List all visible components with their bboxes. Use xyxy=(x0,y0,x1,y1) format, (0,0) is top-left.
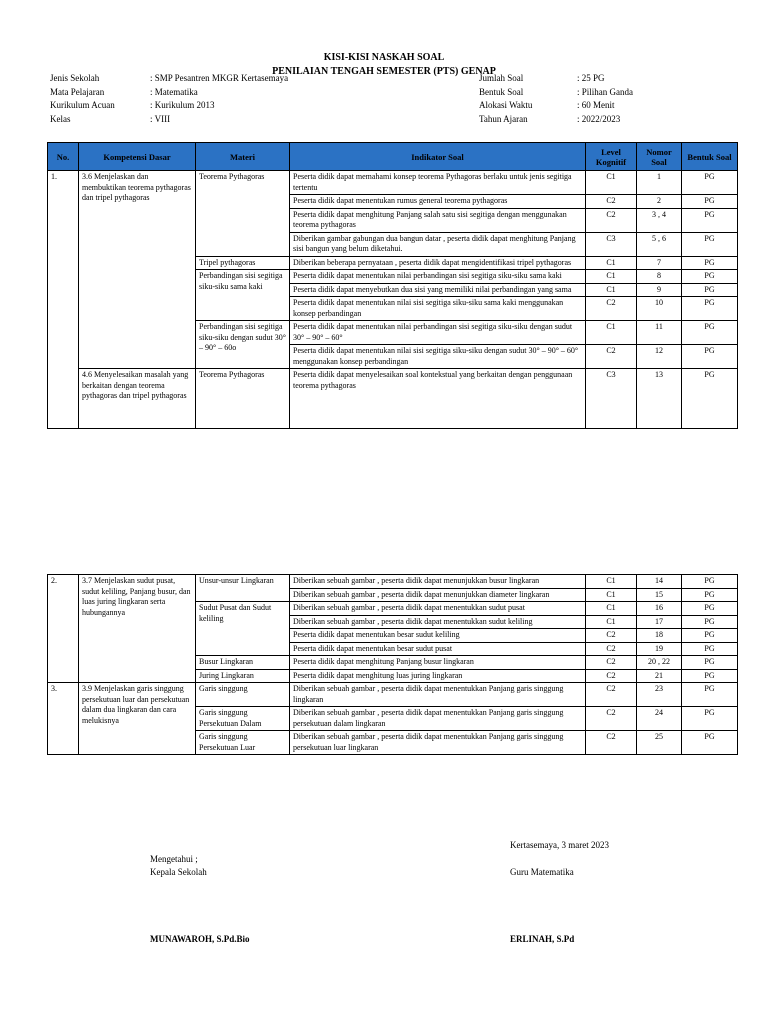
indikator: Diberikan sebuah gambar , peserta didik dapat menentukkan sudut keliling xyxy=(290,615,586,629)
meta-value: : 25 PG xyxy=(577,73,605,83)
bentuk: PG xyxy=(682,683,738,707)
meta-label: Jenis Sekolah xyxy=(50,73,100,83)
meta-value: : 2022/2023 xyxy=(577,113,621,124)
nomor: 18 xyxy=(637,629,682,643)
materi: Teorema Pythagoras xyxy=(196,369,290,429)
nomor: 10 xyxy=(637,297,682,321)
bentuk: PG xyxy=(682,270,738,284)
meta-label: Tahun Ajaran xyxy=(479,113,528,124)
indikator: Diberikan sebuah gambar , peserta didik dapat menentukkan Panjang garis singgung persekutuan luar lingkaran xyxy=(290,731,586,755)
level: C2 xyxy=(586,297,637,321)
materi: Garis singgung xyxy=(196,683,290,707)
indikator: Peserta didik dapat menentukan nilai perbandingan sisi segitiga siku-siku sama kaki xyxy=(290,270,586,284)
nomor: 15 xyxy=(637,588,682,602)
row-number: 3. xyxy=(48,683,79,755)
level: C2 xyxy=(586,345,637,369)
materi: Tripel pythagoras xyxy=(196,256,290,270)
indikator: Peserta didik dapat menentukan rumus general teorema pythagoras xyxy=(290,195,586,209)
nomor: 23 xyxy=(637,683,682,707)
level: C2 xyxy=(586,656,637,670)
header-bentuk-soal: Bentuk Soal xyxy=(682,143,738,171)
nomor: 19 xyxy=(637,642,682,656)
header-kompetensi-dasar: Kompetensi Dasar xyxy=(79,143,196,171)
level: C1 xyxy=(586,171,637,195)
meta-label: Mata Pelajaran xyxy=(50,86,105,97)
level: C1 xyxy=(586,270,637,284)
meta-label: Jumlah Soal xyxy=(479,73,524,83)
bentuk: PG xyxy=(682,575,738,589)
kompetensi-dasar: 3.9 Menjelaskan garis singgung persekutuan luar dan persekutuan dalam dua lingkaran dan cara melukisnya xyxy=(79,683,196,755)
bentuk: PG xyxy=(682,707,738,731)
level: C2 xyxy=(586,642,637,656)
document-title: KISI-KISI NASKAH SOAL xyxy=(323,52,445,63)
nomor: 9 xyxy=(637,283,682,297)
bentuk: PG xyxy=(682,602,738,616)
level: C1 xyxy=(586,256,637,270)
level: C2 xyxy=(586,683,637,707)
bentuk: PG xyxy=(682,588,738,602)
bentuk: PG xyxy=(682,669,738,683)
indikator: Peserta didik dapat menentukan besar sudut pusat xyxy=(290,642,586,656)
nomor: 25 xyxy=(637,731,682,755)
meta-label: Kelas xyxy=(50,113,71,124)
nomor: 7 xyxy=(637,256,682,270)
level: C2 xyxy=(586,707,637,731)
indikator: Diberikan beberapa pernyataan , peserta didik dapat mengidentifikasi tripel pythagoras xyxy=(290,256,586,270)
nomor: 24 xyxy=(637,707,682,731)
materi: Unsur-unsur Lingkaran xyxy=(196,575,290,602)
indikator: Peserta didik dapat menghitung luas juring lingkaran xyxy=(290,669,586,683)
indikator: Peserta didik dapat menyebutkan dua sisi yang memiliki nilai perbandingan yang sama xyxy=(290,283,586,297)
level: C3 xyxy=(586,232,637,256)
level: C3 xyxy=(586,369,637,429)
materi: Teorema Pythagoras xyxy=(196,171,290,257)
materi: Sudut Pusat dan Sudut keliling xyxy=(196,602,290,656)
materi: Garis singgung Persekutuan Luar xyxy=(196,731,290,755)
indikator: Peserta didik dapat menghitung Panjang busur lingkaran xyxy=(290,656,586,670)
indikator: Peserta didik dapat menentukan nilai perbandingan sisi segitiga siku-siku dengan sudut 30° – 90° – 60° xyxy=(290,321,586,345)
level: C1 xyxy=(586,321,637,345)
signature-kepala-sekolah: Kepala Sekolah xyxy=(150,867,207,877)
kompetensi-dasar: 3.7 Menjelaskan sudut pusat, sudut keliling, Panjang busur, dan luas juring lingkaran serta hubungannya xyxy=(79,575,196,683)
nomor: 17 xyxy=(637,615,682,629)
level: C1 xyxy=(586,602,637,616)
bentuk: PG xyxy=(682,615,738,629)
kisi-kisi-table-2 xyxy=(47,574,738,755)
level: C2 xyxy=(586,669,637,683)
level: C1 xyxy=(586,588,637,602)
signature-mengetahui: Mengetahui ; xyxy=(150,854,198,864)
table-row xyxy=(48,369,738,429)
table-row xyxy=(48,575,738,589)
row-number: 1. xyxy=(48,171,79,429)
nomor: 8 xyxy=(637,270,682,284)
table-row xyxy=(48,683,738,707)
level: C1 xyxy=(586,615,637,629)
level: C2 xyxy=(586,195,637,209)
nomor: 11 xyxy=(637,321,682,345)
nomor: 20 , 22 xyxy=(637,656,682,670)
header-materi: Materi xyxy=(196,143,290,171)
kisi-kisi-table-1 xyxy=(47,142,738,429)
meta-right xyxy=(479,72,633,126)
nomor: 2 xyxy=(637,195,682,209)
bentuk: PG xyxy=(682,629,738,643)
bentuk: PG xyxy=(682,369,738,429)
nomor: 12 xyxy=(637,345,682,369)
meta-value: : VIII xyxy=(150,113,171,124)
bentuk: PG xyxy=(682,256,738,270)
level: C1 xyxy=(586,283,637,297)
indikator: Peserta didik dapat menentukan besar sudut keliling xyxy=(290,629,586,643)
materi: Busur Lingkaran xyxy=(196,656,290,670)
indikator: Peserta didik dapat menghitung Panjang salah satu sisi segitiga dengan menggunakan teorema pythagoras xyxy=(290,208,586,232)
bentuk: PG xyxy=(682,283,738,297)
indikator: Peserta didik dapat menyelesaikan soal kontekstual yang berkaitan dengan penggunaan teorema pythagoras xyxy=(290,369,586,429)
nomor: 5 , 6 xyxy=(637,232,682,256)
nomor: 1 xyxy=(637,171,682,195)
header-indikator-soal: Indikator Soal xyxy=(290,143,586,171)
bentuk: PG xyxy=(682,321,738,345)
level: C2 xyxy=(586,208,637,232)
signature-name-kepala: MUNAWAROH, S.Pd.Bio xyxy=(150,934,250,944)
kompetensi-dasar: 4.6 Menyelesaikan masalah yang berkaitan dengan teorema pythagoras dan tripel pythagoras xyxy=(79,369,196,429)
indikator: Diberikan sebuah gambar , peserta didik dapat menentukkan Panjang garis singgung persekutuan dalam lingkaran xyxy=(290,707,586,731)
indikator: Peserta didik dapat menentukan nilai sisi segitiga siku-siku sama kaki menggunakan konsep perbandingan xyxy=(290,297,586,321)
bentuk: PG xyxy=(682,345,738,369)
indikator: Diberikan sebuah gambar , peserta didik dapat menunjukkan busur lingkaran xyxy=(290,575,586,589)
meta-label: Bentuk Soal xyxy=(479,86,524,97)
kompetensi-dasar: 3.6 Menjelaskan dan membuktikan teorema pythagoras dan tripel pythagoras xyxy=(79,171,196,369)
bentuk: PG xyxy=(682,208,738,232)
table-header-row xyxy=(48,143,738,171)
materi: Juring Lingkaran xyxy=(196,669,290,683)
indikator: Peserta didik dapat memahami konsep teorema Pythagoras berlaku untuk jenis segitiga tertentu xyxy=(290,171,586,195)
meta-value: : Matematika xyxy=(150,86,198,97)
meta-value: : Kurikulum 2013 xyxy=(150,100,215,110)
indikator: Diberikan sebuah gambar , peserta didik dapat menentukkan Panjang garis singgung lingkaran xyxy=(290,683,586,707)
indikator: Peserta didik dapat menentukan nilai sisi segitiga siku-siku dengan sudut 30° – 90° – 60° menggunakan konsep perbandingan xyxy=(290,345,586,369)
bentuk: PG xyxy=(682,171,738,195)
indikator: Diberikan sebuah gambar , peserta didik dapat menunjukkan diameter lingkaran xyxy=(290,588,586,602)
row-number: 2. xyxy=(48,575,79,683)
nomor: 3 , 4 xyxy=(637,208,682,232)
signature-guru: Guru Matematika xyxy=(510,867,574,877)
place-date: Kertasemaya, 3 maret 2023 xyxy=(510,840,609,850)
materi: Perbandingan sisi segitiga siku-siku dengan sudut 30° – 90° – 60o xyxy=(196,321,290,369)
meta-value: : SMP Pesantren MKGR Kertasemaya xyxy=(150,73,289,83)
nomor: 21 xyxy=(637,669,682,683)
bentuk: PG xyxy=(682,195,738,209)
meta-left xyxy=(50,72,288,126)
nomor: 13 xyxy=(637,369,682,429)
table-row xyxy=(48,171,738,195)
meta-value: : 60 Menit xyxy=(577,100,615,110)
signature-name-guru: ERLINAH, S.Pd xyxy=(510,934,575,944)
level: C2 xyxy=(586,731,637,755)
bentuk: PG xyxy=(682,642,738,656)
level: C2 xyxy=(586,629,637,643)
header-nomor-soal: Nomor Soal xyxy=(637,143,682,171)
document-subtitle: PENILAIAN TENGAH SEMESTER (PTS) GENAP xyxy=(272,66,496,77)
meta-value: : Pilihan Ganda xyxy=(577,86,633,97)
bentuk: PG xyxy=(682,731,738,755)
nomor: 16 xyxy=(637,602,682,616)
header-level-kognitif: Level Kognitif xyxy=(586,143,637,171)
materi: Perbandingan sisi segitiga siku-siku sama kaki xyxy=(196,270,290,321)
indikator: Diberikan sebuah gambar , peserta didik dapat menentukkan sudut pusat xyxy=(290,602,586,616)
level: C1 xyxy=(586,575,637,589)
header-no: No. xyxy=(48,143,79,171)
indikator: Diberikan gambar gabungan dua bangun datar , peserta didik dapat menghitung Panjang sisi bangun yang belum diketahui. xyxy=(290,232,586,256)
meta-label: Alokasi Waktu xyxy=(479,100,533,110)
bentuk: PG xyxy=(682,297,738,321)
materi: Garis singgung Persekutuan Dalam xyxy=(196,707,290,731)
nomor: 14 xyxy=(637,575,682,589)
bentuk: PG xyxy=(682,232,738,256)
bentuk: PG xyxy=(682,656,738,670)
meta-label: Kurikulum Acuan xyxy=(50,100,115,110)
